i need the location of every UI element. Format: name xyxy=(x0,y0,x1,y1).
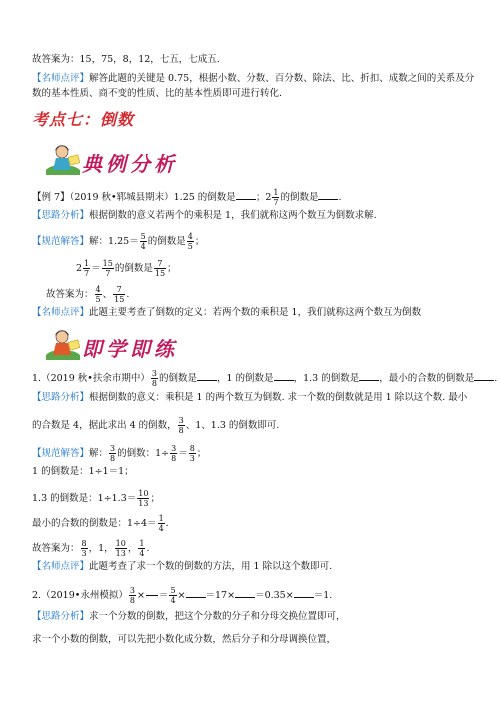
answer-blank[interactable] xyxy=(294,587,314,598)
comment-tag: 【名师点评】 xyxy=(32,307,90,318)
answer-blank[interactable] xyxy=(474,370,494,381)
solution-text: 的倒数：1÷ xyxy=(117,448,170,459)
analysis-tag: 【思路分析】 xyxy=(32,210,90,221)
denominator: 4 xyxy=(158,524,164,533)
numerator: 15 xyxy=(102,259,113,268)
fraction xyxy=(138,539,145,558)
question-end: . xyxy=(494,373,498,384)
analysis-text: 求一个分数的倒数，把这个分数的分子和分母交换位置即可， xyxy=(89,611,346,622)
equals: ＝ xyxy=(158,590,169,601)
section-title: 考点七：倒数 xyxy=(32,110,135,129)
numerator: 7 xyxy=(113,285,125,295)
question-text-c: ＝0.35× xyxy=(255,590,294,601)
question-2 xyxy=(32,586,332,605)
denominator: 15 xyxy=(154,269,166,278)
denominator: 5 xyxy=(187,242,193,251)
answer-blank[interactable] xyxy=(318,189,338,200)
solution-text: 的倒数是 xyxy=(114,263,153,274)
solution-end: ； xyxy=(167,263,177,274)
solution-tag: 【规范解答】 xyxy=(32,448,90,459)
numerator: 8 xyxy=(189,444,195,453)
q1-answer xyxy=(32,539,149,558)
numerator: 3 xyxy=(151,369,157,378)
denominator: 8 xyxy=(171,454,177,463)
solution-text: 1.3 的倒数是：1÷1.3＝ xyxy=(32,493,137,504)
banner-title: 典例分析 xyxy=(82,152,178,176)
numerator: 1 xyxy=(139,539,145,548)
question-text-c: ，1 的倒数是 xyxy=(216,373,274,384)
fraction xyxy=(113,285,125,304)
solution-tag: 【规范解答】 xyxy=(32,236,90,247)
fraction xyxy=(109,444,116,463)
mixed-whole: 2 xyxy=(76,263,83,274)
fraction xyxy=(140,232,147,251)
denominator: 3 xyxy=(189,454,195,463)
fraction xyxy=(170,444,177,463)
banner-example-analysis xyxy=(44,140,194,178)
answer-separator: ， xyxy=(127,543,138,554)
answer-separator: ，1， xyxy=(88,543,114,554)
solution-text: 解： xyxy=(89,448,109,459)
question-text-b: 的倒数是 xyxy=(158,373,197,384)
denominator: 13 xyxy=(115,549,126,558)
fraction xyxy=(169,586,176,605)
analysis-text: 根据倒数的意义：乘积是 1 的两个数互为倒数. 求一个数的倒数就是用 1 除以这个数. 最小 xyxy=(89,392,468,403)
numerator: 8 xyxy=(81,539,87,548)
analysis-tag: 【思路分析】 xyxy=(32,392,90,403)
fraction xyxy=(95,285,102,304)
denominator: 7 xyxy=(84,269,90,278)
fraction xyxy=(151,369,158,388)
question-text-a: 1.（2019 秋•扶余市期中） xyxy=(32,373,150,384)
teacher-icon xyxy=(44,325,84,363)
equals: ＝ xyxy=(178,448,188,459)
denominator: 8 xyxy=(129,596,135,605)
question-text-d: ，1.3 的倒数是 xyxy=(293,373,360,384)
denominator: 7 xyxy=(105,269,111,278)
example-end: . xyxy=(338,192,342,203)
solution-end: ； xyxy=(150,493,160,504)
example-comment xyxy=(32,307,421,319)
example-text-a: （2019 秋•郓城县期末）1.25 的倒数是 xyxy=(69,192,236,203)
denominator: 4 xyxy=(170,596,176,605)
fraction xyxy=(102,259,114,278)
answer-blank[interactable] xyxy=(274,370,294,381)
answer-blank[interactable] xyxy=(197,370,217,381)
answer-label: 故答案为： xyxy=(46,289,94,300)
solution-text: 解：1.25＝ xyxy=(89,236,139,247)
q1-solution-1 xyxy=(32,444,206,463)
q1-comment xyxy=(32,561,332,573)
answer-blank[interactable] xyxy=(186,587,206,598)
numerator: 1 xyxy=(84,259,90,268)
question-text-b: ＝17× xyxy=(205,590,236,601)
fraction xyxy=(189,444,196,463)
answer-separator: 、 xyxy=(102,289,113,300)
fraction-blank[interactable] xyxy=(146,586,158,605)
solution-end: . xyxy=(165,518,169,529)
q1-solution-3 xyxy=(32,489,160,508)
answer-blank[interactable] xyxy=(359,370,379,381)
denominator: 3 xyxy=(81,549,87,558)
denominator: 8 xyxy=(110,454,116,463)
fraction xyxy=(178,416,185,435)
denominator: 15 xyxy=(114,295,125,304)
fraction xyxy=(83,259,90,278)
fraction xyxy=(137,489,149,508)
fraction xyxy=(129,586,136,605)
answer-blank[interactable] xyxy=(235,587,255,598)
times-sign: × xyxy=(136,590,145,601)
equals: ＝ xyxy=(91,263,101,274)
comment-tag: 【名师点评】 xyxy=(32,561,90,572)
solution-end: ； xyxy=(196,448,207,459)
q1-solution-2: 1 的倒数是：1÷1＝1； xyxy=(32,466,134,477)
q2-analysis-2: 求一个小数的倒数，可以先把小数化成分数，然后分子和分母调换位置， xyxy=(32,634,337,645)
numerator: 3 xyxy=(171,444,177,453)
comment-line-2: 数的基本性质、商不变的性质、比的基本性质即可进行转化. xyxy=(32,88,283,99)
numerator: 1 xyxy=(273,188,279,197)
fraction xyxy=(187,232,194,251)
question-1 xyxy=(32,369,497,388)
fraction xyxy=(115,539,127,558)
comment-line xyxy=(32,73,474,85)
denominator: 4 xyxy=(139,549,145,558)
denominator: 7 xyxy=(273,198,279,207)
fraction xyxy=(272,188,279,207)
solution-text: 的倒数是 xyxy=(147,236,186,247)
comment-tag: 【名师点评】 xyxy=(32,73,90,84)
example-analysis xyxy=(32,210,377,222)
q1-analysis xyxy=(32,392,467,404)
question-text-a: 2.（2019•永州模拟） xyxy=(32,590,128,601)
fraction xyxy=(81,539,88,558)
numerator: 3 xyxy=(129,586,135,595)
banner-title: 即学即练 xyxy=(82,337,178,361)
denominator: 5 xyxy=(95,295,101,304)
denominator: 8 xyxy=(178,426,184,435)
q1-solution-4 xyxy=(32,514,169,533)
comment-text: 此题考查了求一个数的倒数的方法，用 1 除以这个数即可. xyxy=(89,561,333,572)
banner-practice xyxy=(44,325,194,363)
fraction xyxy=(154,259,166,278)
example-tag: 【例 7】 xyxy=(32,192,70,203)
example-7-question xyxy=(32,188,342,207)
comment-text: 解答此题的关键是 0.75，根据小数、分数、百分数、除法、比、折扣、成数之间的关系及分 xyxy=(89,73,475,84)
numerator: 10 xyxy=(115,539,126,548)
answer-end: . xyxy=(146,543,150,554)
example-solution-2 xyxy=(76,259,177,278)
numerator: 7 xyxy=(154,259,166,269)
question-text-d: ＝1. xyxy=(313,590,333,601)
solution-end: ； xyxy=(194,236,205,247)
denominator: 8 xyxy=(151,379,157,388)
analysis-tag: 【思路分析】 xyxy=(32,611,90,622)
numerator: 3 xyxy=(110,444,116,453)
denominator: 13 xyxy=(138,499,149,508)
analysis-text: 的合数是 4，据此求出 4 的倒数， xyxy=(32,420,177,431)
analysis-text: 根据倒数的意义若两个的乘积是 1，我们就称这两个数互为倒数求解. xyxy=(89,210,377,221)
example-text-c: 的倒数是 xyxy=(280,192,319,203)
question-text-e: ，最小的合数的倒数是 xyxy=(379,373,475,384)
numerator: 5 xyxy=(140,232,146,241)
answer-label: 故答案为： xyxy=(32,543,80,554)
numerator: 10 xyxy=(138,489,149,498)
numerator: 5 xyxy=(170,586,176,595)
numerator: 4 xyxy=(187,232,193,241)
answer-line: 故答案为：15，75，8，12，七五，七成五. xyxy=(32,54,220,65)
teacher-icon xyxy=(44,140,84,178)
analysis-text: 、1、1.3 的倒数即可. xyxy=(185,420,280,431)
example-solution-1 xyxy=(32,232,204,251)
solution-text: 最小的合数的倒数是：1÷4＝ xyxy=(32,518,157,529)
answer-blank[interactable] xyxy=(236,189,256,200)
example-answer xyxy=(46,285,129,304)
example-text-b: ；2 xyxy=(255,192,272,203)
denominator: 4 xyxy=(140,242,146,251)
numerator: 3 xyxy=(178,416,184,425)
comment-text: 此题主要考查了倒数的定义：若两个数的乘积是 1，我们就称这两个数互为倒数 xyxy=(89,307,422,318)
q2-analysis xyxy=(32,611,346,623)
q1-analysis-2 xyxy=(32,416,279,435)
fraction xyxy=(158,514,165,533)
numerator: 4 xyxy=(95,285,101,294)
times-sign: × xyxy=(177,590,186,601)
answer-end: . xyxy=(126,289,130,300)
numerator: 1 xyxy=(158,514,164,523)
